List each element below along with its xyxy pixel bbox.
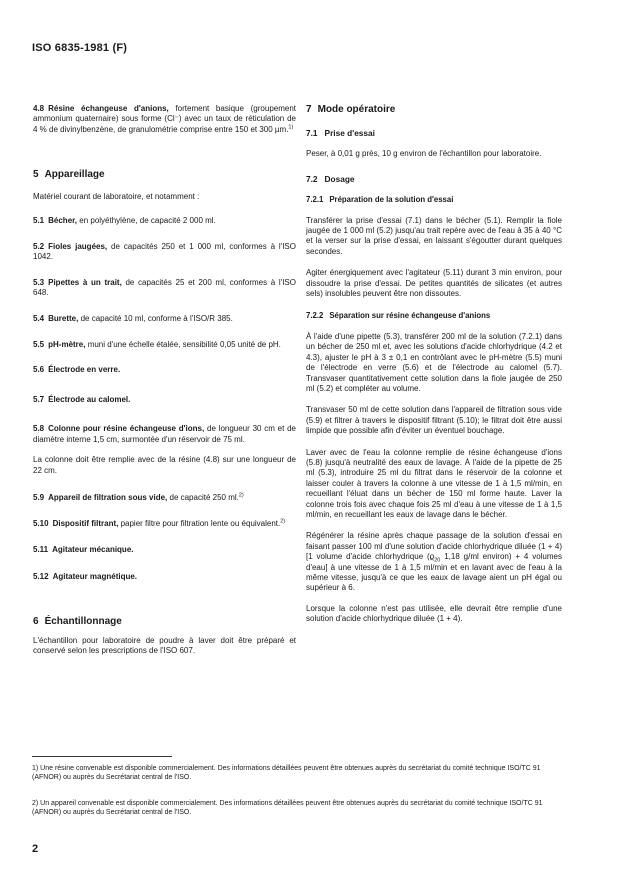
section-number: 7 — [306, 104, 312, 115]
item-title: Agitateur magnétique. — [52, 572, 138, 582]
section-title: Séparation sur résine échangeuse d'anions — [329, 311, 491, 321]
footnote-ref: 1) — [288, 124, 294, 131]
section-7-2-1-paragraph: Agiter énergiquement avec l'agitateur (5.11) durant 3 min environ, pour dissoudre la prise d'essai. De petites quantités de silicates (et autres sels) insolubles peuvent être non dissoutes. — [306, 268, 562, 299]
left-column — [33, 104, 296, 666]
section-number: 7.2.1 — [306, 195, 324, 205]
item-number: 5.1 — [33, 215, 45, 225]
footnote-ref: 2) — [238, 492, 244, 499]
item-title: Électrode au calomel. — [48, 394, 131, 404]
item-number: 5.4 — [33, 313, 45, 323]
section-number: 7.1 — [306, 128, 318, 138]
item-text: fortement basique (groupement ammonium quaternaire) sous forme (Cl⁻) avec un taux de réticulation de 4 % de divinylbenzène, de granulométrie comprise entre 150 et 300 µm. — [33, 104, 296, 134]
section-5-heading — [33, 169, 296, 181]
item-title: Appareil de filtration sous vide, — [48, 492, 168, 502]
item-5-5 — [33, 340, 296, 350]
item-title: Électrode en verre. — [48, 365, 121, 375]
item-5-2 — [33, 242, 296, 263]
item-title: Pipettes à un trait, — [48, 277, 122, 287]
right-column — [306, 104, 562, 635]
section-number: 7.2 — [306, 173, 318, 184]
section-7-2-2-paragraph — [306, 531, 562, 593]
item-title: Agitateur mécanique. — [52, 544, 134, 554]
footnote-separator — [32, 756, 172, 757]
section-7-2-2-paragraph: À l'aide d'une pipette (5.3), transférer 200 ml de la solution (7.2.1) dans un bécher de 250 ml et, avec les solutions d'acide chlorhydrique (4.2 et 4.3), ajuster le pH à 3 ± 0,1 en contrôlant avec le pH-mètre (5.5) muni de l'électrode en verre (5.6) et de l'électrode au calomel (5.7). Transvaser quantitativement cette solution dans la fiole jaugée de 250 ml (5.2) et compléter au volume. — [306, 331, 562, 393]
item-5-1 — [33, 216, 296, 226]
section-number: 6 — [33, 615, 39, 627]
item-number: 5.9 — [33, 492, 45, 502]
section-title: Échantillonnage — [44, 615, 122, 627]
section-7-2-heading — [306, 174, 562, 184]
item-title: Burette, — [48, 313, 79, 323]
item-number: 5.8 — [33, 424, 45, 434]
section-7-1-text: Peser, à 0,01 g près, 10 g environ de l'échantillon pour laboratoire. — [306, 149, 542, 159]
density-subscript: 20 — [434, 557, 441, 564]
section-title: Prise d'essai — [324, 128, 375, 138]
paragraph-text: 1,18 g/ml environ) + 4 volumes d'eau] à une vitesse de 1 à 1,5 ml/min et en lavant avec de l'eau à la même vitesse, jusqu'à ce que les eaux de lavage aient un pH égal ou supérieur à 6. — [306, 552, 562, 593]
item-5-11 — [33, 545, 296, 555]
item-text: de capacité 250 ml. — [167, 492, 239, 502]
item-number: 4.8 — [33, 104, 45, 113]
item-number: 5.11 — [33, 544, 49, 554]
item-text: de capacités 25 et 200 ml, conformes à l'ISO 648. — [33, 277, 296, 298]
item-number: 5.7 — [33, 394, 45, 404]
item-number: 5.5 — [33, 340, 45, 350]
page-number: 2 — [32, 843, 39, 855]
item-number: 5.3 — [33, 277, 45, 287]
item-text: muni d'une échelle étalée, sensibilité 0,05 unité de pH. — [85, 340, 281, 350]
footnote-ref: 2) — [280, 518, 286, 525]
item-text: de capacités 250 et 1 000 ml, conformes à l'ISO 1042. — [33, 242, 296, 262]
section-6-heading — [33, 616, 296, 628]
item-5-7 — [33, 395, 296, 405]
section-title: Préparation de la solution d'essai — [329, 195, 454, 205]
item-5-9 — [33, 493, 296, 503]
item-title: Bécher, — [48, 215, 78, 225]
item-number: 5.2 — [33, 242, 45, 252]
section-7-2-2-paragraph: Laver avec de l'eau la colonne remplie de résine échangeuse d'ions (5.8) jusqu'à neutralité des eaux de lavage. À l'aide de la pipette de 25 ml (5.3), introduire 25 ml du filtrat dans le réservoir de la colonne et laisser couler à travers la colonne à une vitesse de 1 à 1,5 ml/min, en recueillant l'éluat dans un bécher de 150 ml forme haute. Laver la colonne trois fois avec chaque fois 25 ml d'eau à une vitesse de 1 à 1,5 ml/min, en recueillant les eaux de lavage dans le bécher. — [306, 447, 562, 519]
item-text: papier filtre pour filtration lente ou équivalent. — [118, 519, 281, 529]
item-5-3 — [33, 278, 296, 299]
item-number: 5.10 — [33, 519, 49, 529]
item-5-10 — [33, 519, 296, 529]
item-text: de longueur 30 cm et de diamètre interne 1,5 cm, surmontée d'un réservoir de 75 ml. — [33, 424, 296, 444]
item-5-8 — [33, 424, 296, 445]
footnote-2: 2) Un appareil convenable est disponible commercialement. Des informations détaillées peuvent être obtenues auprès du secrétariat du comité technique ISO/TC 91 (AFNOR) ou auprès du Secrétariat central de l'ISO. — [32, 800, 543, 816]
section-6-text: L'échantillon pour laboratoire de poudre à laver doit être préparé et conservé selon les prescriptions de l'ISO 607. — [33, 635, 296, 655]
section-7-1-heading — [306, 128, 562, 138]
item-title: Colonne pour résine échangeuse d'ions, — [48, 424, 205, 434]
section-7-2-2-heading — [306, 311, 562, 321]
item-title: Résine échangeuse d'anions, — [48, 104, 169, 113]
item-text: de capacité 10 ml, conforme à l'ISO/R 385. — [78, 313, 233, 323]
section-7-2-1-paragraph: Transférer la prise d'essai (7.1) dans le bécher (5.1). Remplir la fiole jaugée de 1 000 ml (5.2) jusqu'au trait repère avec de l'eau à 35 à 40 °C et la verser sur la prise d'essai, en laissant s'égoutter durant quelques secondes. — [306, 215, 562, 256]
item-4-8 — [33, 104, 296, 135]
item-title: Dispositif filtrant, — [52, 519, 119, 529]
section-title: Appareillage — [44, 169, 105, 181]
section-number: 7.2.2 — [306, 311, 324, 321]
item-5-8-note: La colonne doit être remplie avec de la résine (4.8) sur une longueur de 22 cm. — [33, 455, 296, 475]
item-title: pH-mètre, — [48, 340, 86, 350]
item-5-6 — [33, 365, 296, 375]
item-number: 5.12 — [33, 572, 49, 582]
section-7-2-1-heading — [306, 195, 562, 205]
section-number: 5 — [33, 169, 39, 181]
section-5-intro: Matériel courant de laboratoire, et notamment : — [33, 192, 200, 202]
section-7-2-2-paragraph: Lorsque la colonne n'est pas utilisée, elle devrait être remplie d'une solution d'acide chlorhydrique diluée (1 + 4). — [306, 603, 562, 624]
item-title: Fioles jaugées, — [48, 242, 108, 252]
footnote-1: 1) Une résine convenable est disponible commercialement. Des informations détaillées peuvent être obtenues auprès du secrétariat du comité technique ISO/TC 91 (AFNOR) ou auprès du Secrétariat central de l'ISO. — [32, 765, 541, 781]
section-7-heading — [306, 104, 562, 116]
section-title: Mode opératoire — [317, 104, 396, 115]
item-text: en polyéthylène, de capacité 2 000 ml. — [77, 215, 216, 225]
document-header: ISO 6835-1981 (F) — [32, 42, 128, 54]
item-number: 5.6 — [33, 365, 45, 375]
item-5-12 — [33, 572, 296, 582]
item-5-4 — [33, 314, 296, 324]
section-title: Dosage — [324, 173, 355, 184]
section-7-2-2-paragraph: Transvaser 50 ml de cette solution dans l'appareil de filtration sous vide (5.9) et filtrer à travers le dispositif filtrant (5.10); le filtrat doit être aussi limpide que possible afin d'éviter un éventuel bouchage. — [306, 405, 562, 436]
paragraph-text: Régénérer la résine après chaque passage de la solution d'essai en faisant passer 100 ml d'une solution d'acide chlorhydrique diluée (1 + 4) [1 volume d'acide chlorhydrique (ϱ — [306, 531, 562, 562]
